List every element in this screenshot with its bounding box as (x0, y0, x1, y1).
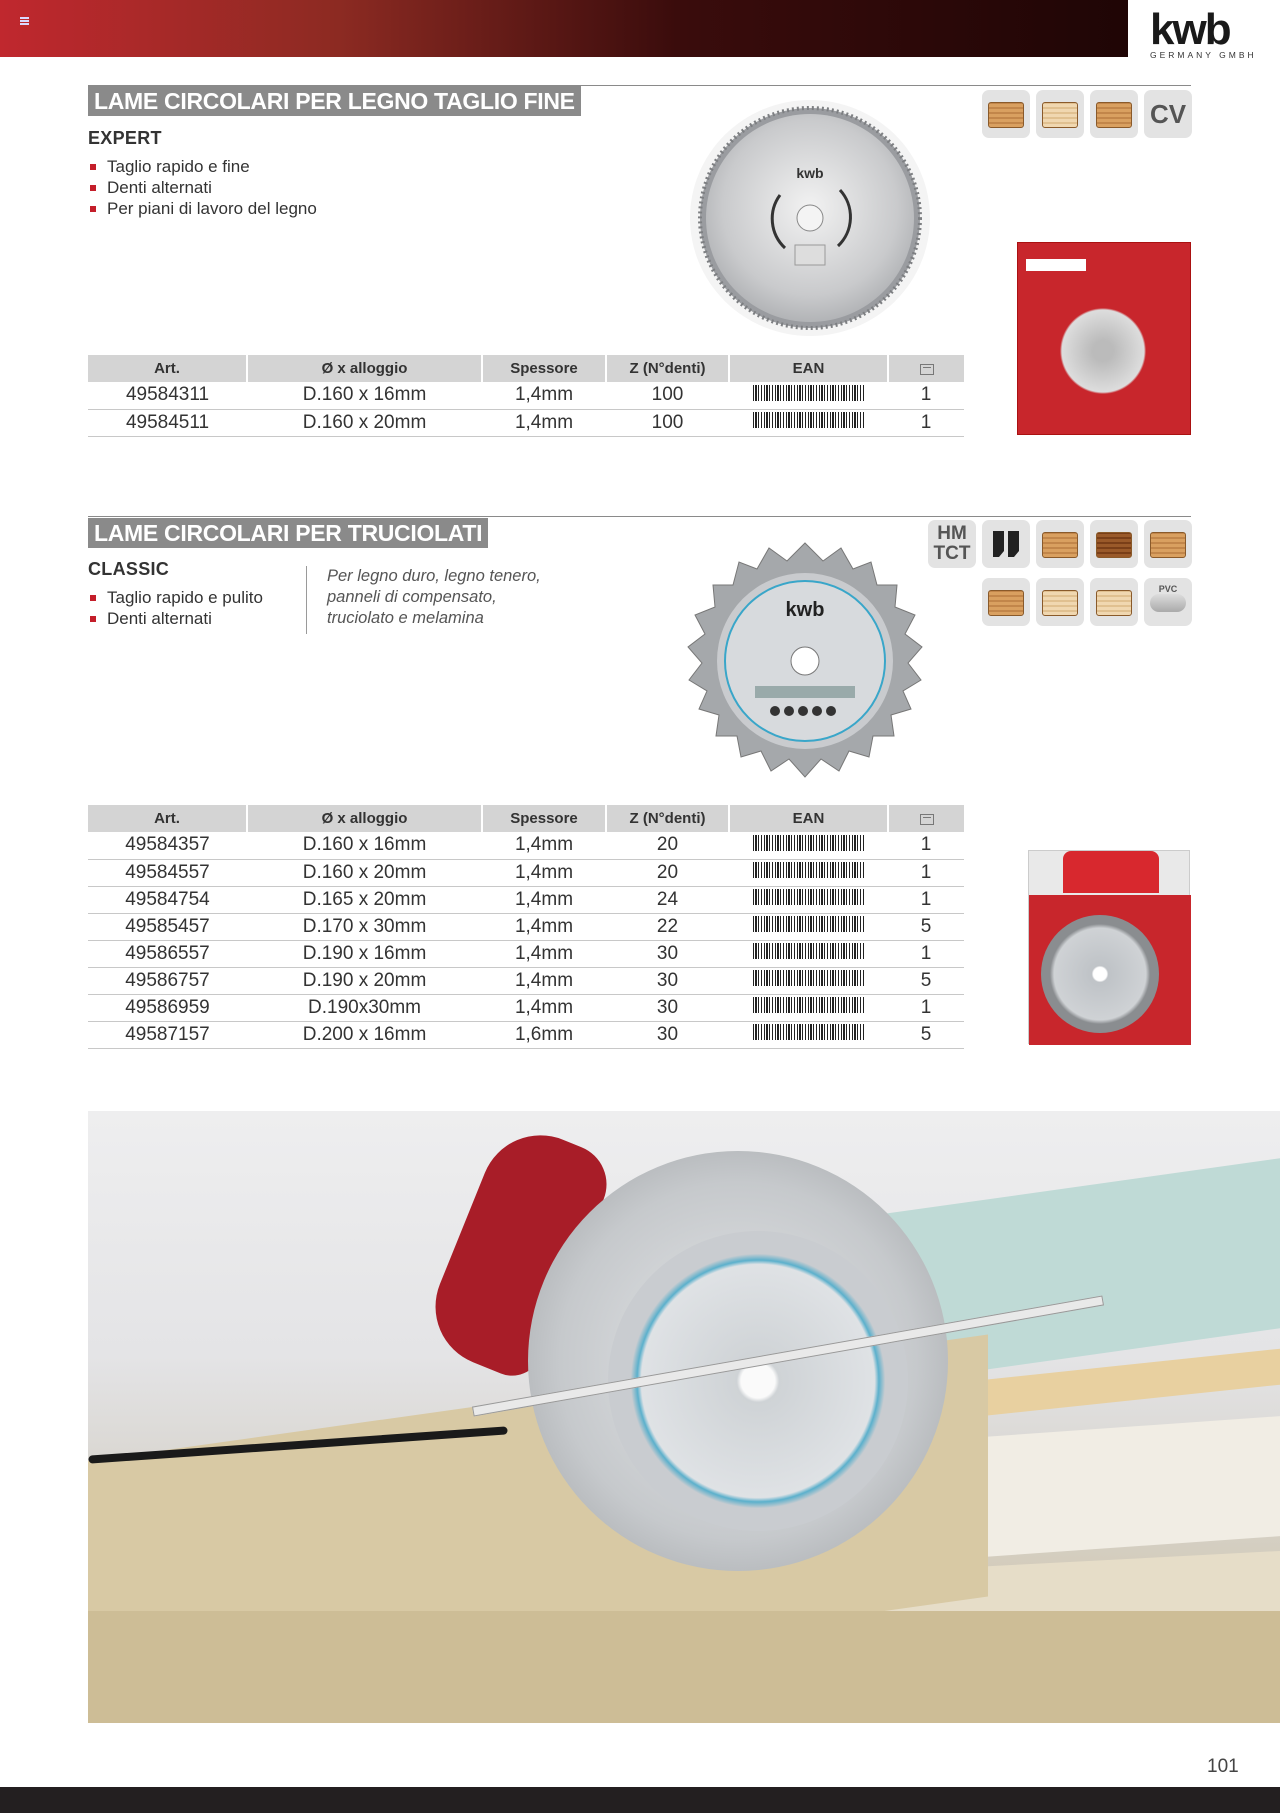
cell-diameter: D.200 x 16mm (247, 1021, 482, 1048)
hm-tct-icon (928, 520, 976, 568)
cell-teeth: 20 (606, 859, 729, 886)
barcode-icon (753, 916, 865, 937)
cell-diameter: D.190 x 16mm (247, 940, 482, 967)
section-title: LAME CIRCOLARI PER TRUCIOLATI (88, 518, 488, 548)
feature-list (88, 156, 317, 219)
section-divider (88, 516, 1191, 517)
table-body (88, 832, 964, 1048)
table-row (88, 1021, 964, 1048)
table-header-row (88, 355, 964, 382)
cell-art: 49584511 (88, 409, 247, 436)
section-title: LAME CIRCOLARI PER LEGNO TAGLIO FINE (88, 86, 581, 116)
cell-pack: 1 (888, 940, 964, 967)
package-icon (920, 814, 934, 825)
cell-art: 49585457 (88, 913, 247, 940)
circular-saw-photo (88, 1111, 1280, 1723)
pvc-label: PVC (1158, 584, 1178, 594)
feature-item: Denti alternati (88, 608, 263, 629)
cell-teeth: 100 (606, 382, 729, 409)
feature-item: Denti alternati (88, 177, 317, 198)
cell-thickness: 1,4mm (482, 859, 606, 886)
carbide-saw-blade-image (680, 536, 930, 786)
cell-ean (729, 913, 888, 940)
table-row (88, 967, 964, 994)
cell-diameter: D.190 x 20mm (247, 967, 482, 994)
usage-note-line: panneli di compensato, (327, 588, 497, 606)
cell-teeth: 100 (606, 409, 729, 436)
table-row (88, 994, 964, 1021)
chipboard-icon (1090, 578, 1138, 626)
cell-art: 49586557 (88, 940, 247, 967)
table-row (88, 913, 964, 940)
logo-mark: kwb (1150, 5, 1230, 54)
cell-thickness: 1,4mm (482, 967, 606, 994)
col-header: Ø x alloggio (247, 805, 482, 832)
menu-icon[interactable] (20, 17, 29, 25)
cell-ean (729, 886, 888, 913)
cell-diameter: D.160 x 16mm (247, 382, 482, 409)
barcode-icon (753, 835, 865, 856)
plywood-icon (1090, 90, 1138, 138)
cell-art: 49586757 (88, 967, 247, 994)
col-header: EAN (729, 805, 888, 832)
cv-label: CV (1149, 99, 1187, 129)
col-header: EAN (729, 355, 888, 382)
barcode-icon (753, 970, 865, 991)
table-row (88, 940, 964, 967)
cell-ean (729, 859, 888, 886)
cell-pack: 5 (888, 913, 964, 940)
cell-thickness: 1,4mm (482, 832, 606, 859)
cv-steel-icon (1144, 90, 1192, 138)
package-icon (920, 364, 934, 375)
cell-teeth: 30 (606, 967, 729, 994)
laminate-icon (1036, 578, 1084, 626)
cell-ean (729, 967, 888, 994)
cell-pack: 5 (888, 967, 964, 994)
feature-list (88, 587, 263, 629)
barcode-icon (753, 997, 865, 1018)
cell-ean (729, 940, 888, 967)
product-package-image (1017, 242, 1191, 435)
col-header-package (888, 805, 964, 832)
svg-text:kwb: kwb (785, 599, 825, 621)
cell-thickness: 1,4mm (482, 409, 606, 436)
section-subtitle: EXPERT (88, 128, 162, 148)
table-row (88, 859, 964, 886)
cell-pack: 1 (888, 832, 964, 859)
cell-teeth: 30 (606, 1021, 729, 1048)
usage-note-line: Per legno duro, legno tenero, (327, 567, 541, 585)
cell-ean (729, 1021, 888, 1048)
spec-table-expert (88, 355, 964, 437)
kwb-logo (1150, 5, 1260, 62)
barcode-icon (753, 862, 865, 883)
cell-teeth: 20 (606, 832, 729, 859)
cell-art: 49584557 (88, 859, 247, 886)
cell-ean (729, 382, 888, 409)
barcode-icon (753, 412, 865, 433)
cell-thickness: 1,4mm (482, 994, 606, 1021)
feature-item: Taglio rapido e pulito (88, 587, 263, 608)
col-header: Art. (88, 355, 247, 382)
col-header: Spessore (482, 355, 606, 382)
carbide-tooth-icon (982, 520, 1030, 568)
barcode-icon (753, 943, 865, 964)
cell-art: 49586959 (88, 994, 247, 1021)
barcode-icon (753, 889, 865, 910)
svg-text:kwb: kwb (796, 165, 824, 181)
cell-pack: 1 (888, 994, 964, 1021)
col-header: Ø x alloggio (247, 355, 482, 382)
spec-table-classic (88, 805, 964, 1049)
hardwood-icon (1090, 520, 1138, 568)
cell-thickness: 1,4mm (482, 913, 606, 940)
cell-diameter: D.165 x 20mm (247, 886, 482, 913)
table-row (88, 886, 964, 913)
cell-diameter: D.160 x 16mm (247, 832, 482, 859)
col-header-package (888, 355, 964, 382)
col-header: Spessore (482, 805, 606, 832)
table-header-row (88, 805, 964, 832)
plywood-icon (982, 578, 1030, 626)
footer-bar (0, 1787, 1280, 1813)
feature-item: Taglio rapido e fine (88, 156, 317, 177)
barcode-icon (753, 1024, 865, 1045)
cell-pack: 5 (888, 1021, 964, 1048)
feature-item: Per piani di lavoro del legno (88, 198, 317, 219)
logo-subtitle: GERMANY GMBH (1150, 50, 1257, 60)
usage-note (306, 566, 541, 634)
table-row (88, 409, 964, 436)
cell-teeth: 30 (606, 994, 729, 1021)
softwood-icon (1144, 520, 1192, 568)
col-header: Z (N°denti) (606, 805, 729, 832)
cell-art: 49584311 (88, 382, 247, 409)
col-header: Art. (88, 805, 247, 832)
wood-board-icon (1036, 90, 1084, 138)
cell-thickness: 1,4mm (482, 382, 606, 409)
usage-note-line: truciolato e melamina (327, 609, 484, 627)
section-subtitle: CLASSIC (88, 559, 170, 579)
cell-thickness: 1,6mm (482, 1021, 606, 1048)
tct-label: TCT (933, 543, 971, 564)
cell-pack: 1 (888, 859, 964, 886)
fine-saw-blade-image (690, 100, 930, 336)
col-header: Z (N°denti) (606, 355, 729, 382)
cell-ean (729, 409, 888, 436)
cell-pack: 1 (888, 886, 964, 913)
cell-diameter: D.170 x 30mm (247, 913, 482, 940)
top-banner (0, 0, 1128, 57)
page-number: 101 (1207, 1756, 1239, 1777)
wood-cut-icon (982, 90, 1030, 138)
cell-ean (729, 832, 888, 859)
cell-teeth: 30 (606, 940, 729, 967)
cell-thickness: 1,4mm (482, 940, 606, 967)
cell-pack: 1 (888, 409, 964, 436)
cell-art: 49584357 (88, 832, 247, 859)
cell-art: 49587157 (88, 1021, 247, 1048)
cell-thickness: 1,4mm (482, 886, 606, 913)
table-row (88, 382, 964, 409)
cell-diameter: D.160 x 20mm (247, 859, 482, 886)
wood-cut-icon (1036, 520, 1084, 568)
hm-label: HM (937, 523, 967, 544)
pvc-pipe-icon (1144, 578, 1192, 626)
cell-pack: 1 (888, 382, 964, 409)
cell-art: 49584754 (88, 886, 247, 913)
table-row (88, 832, 964, 859)
cell-diameter: D.190x30mm (247, 994, 482, 1021)
cell-ean (729, 994, 888, 1021)
barcode-icon (753, 385, 865, 406)
cell-teeth: 22 (606, 913, 729, 940)
cell-teeth: 24 (606, 886, 729, 913)
cell-diameter: D.160 x 20mm (247, 409, 482, 436)
product-package-image (1028, 850, 1190, 1044)
